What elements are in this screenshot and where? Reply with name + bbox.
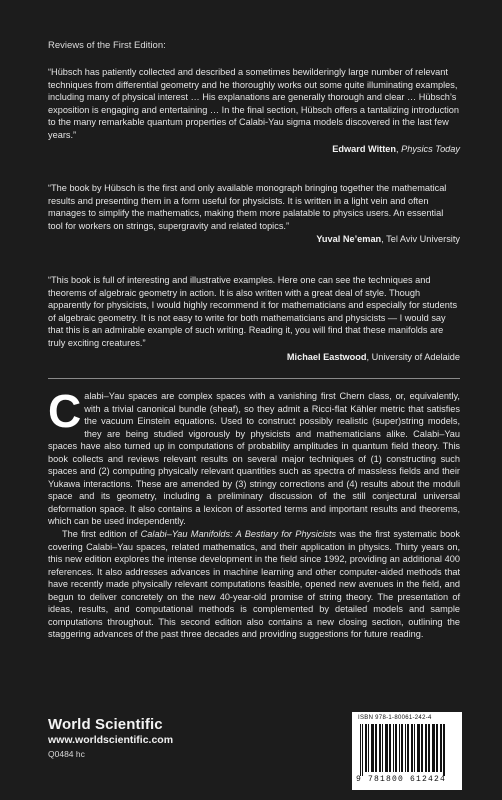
drop-cap: C (48, 385, 82, 437)
barcode-bar (399, 724, 400, 772)
review-source: Physics Today (401, 143, 460, 154)
barcode-bar (375, 724, 377, 772)
publisher-block (48, 716, 173, 759)
barcode-bar (385, 724, 388, 772)
book-title-italic: Calabi–Yau Manifolds: A Bestiary for Physicists (140, 529, 337, 540)
barcode-bar (365, 724, 367, 772)
barcode-bar (440, 724, 442, 772)
review-witten (48, 66, 460, 155)
review-attribution: Michael Eastwood, University of Adelaide (286, 351, 460, 362)
section-divider (48, 378, 460, 379)
reviews-heading: Reviews of the First Edition: (48, 40, 166, 51)
barcode-bar (360, 724, 361, 776)
review-attribution: Yuval Ne’eman, Tel Aviv University (316, 234, 460, 245)
barcode-bar (379, 724, 381, 772)
book-description (48, 385, 460, 641)
review-attribution: Edward Witten, Physics Today (332, 143, 460, 154)
review-author: Yuval Ne’eman (316, 234, 382, 245)
isbn-barcode (352, 712, 462, 790)
review-source: University of Adelaide (371, 351, 460, 362)
description-text: The first edition of (62, 529, 141, 540)
barcode-bar (405, 724, 406, 772)
description-text: was the first systematic book covering Calabi–Yau spaces, related mathematics, and their application in physics. Thirty years on, this new edition explores the intense development in the field since 1992, providing an additional 400 references. It also addresses advances in machine learning and other computer-aided methods that have recently made physically relevant computations feasible, opened new avenues in the field, and begun to deliver concretely on the new 40-year-old promise of string theory. The presentation of ideas, results, and computational methods is complemented by detailed models and sample computations throughout. This second edition also contains a new closing section, outlining the staggering advances of the past three decades and providing suggestions for future reading. (48, 529, 460, 640)
review-quote: “This book is full of interesting and illustrative examples. Here one can see the techniques and theorems of algebraic geometry in action. It is also written with a great deal of style. Though apparently for physicists, I would highly recommend it for mathematicians and especially for students of algebraic geometry. It is not easy to write for both mathematicians and physicists — I would say that this is an admirable example of such writing. Reading it, you will find that these manifolds are truly exciting creatures.” (48, 275, 458, 348)
barcode-bar (443, 724, 445, 776)
barcode-digits: 9 781800 612424 (356, 775, 447, 784)
barcode-bar (371, 724, 374, 772)
review-neeman (48, 182, 460, 246)
review-author: Edward Witten (332, 143, 396, 154)
review-source: Tel Aviv University (386, 234, 460, 245)
barcode-bar (395, 724, 397, 772)
product-code: Q0484 hc (48, 749, 85, 759)
publisher-url: www.worldscientific.com (48, 734, 174, 746)
barcode-bar (401, 724, 403, 772)
barcode-bar (417, 724, 420, 772)
barcode-bar (436, 724, 438, 772)
barcode-bar (425, 724, 427, 772)
barcode-bar (432, 724, 435, 772)
review-eastwood (48, 274, 460, 363)
barcode-bar (428, 724, 430, 772)
description-paragraph-1 (48, 385, 460, 528)
barcode-bars (356, 724, 458, 776)
publisher-name: World Scientific (48, 716, 163, 733)
barcode-bar (368, 724, 369, 772)
description-paragraph-2 (48, 528, 460, 641)
review-author: Michael Eastwood (286, 351, 367, 362)
barcode-bar (389, 724, 391, 772)
barcode-bar (407, 724, 409, 772)
barcode-bar (362, 724, 363, 776)
review-quote: “Hübsch has patiently collected and described a sometimes bewilderingly large number of relevant techniques from differential geometry and he thoroughly works out some quite illuminating examples, including many of physical interest … His explanations are generally thorough and clear … Hübsch’s exposition is engaging and entertaining … In the final section, Hübsch offers a tantalizing introduction to the many remarkable quantum properties of Calabi-Yau sigma models discovered in the last few years.” (48, 67, 459, 140)
review-quote: “The book by Hübsch is the first and only available monograph bringing together the mathematical results and presenting them in a form useful for physicists. It is written in a light vein and often manages to simplify the mathematics, making them more palatable to physics users. An essential tool for workers on strings, supergravity and related topics.” (48, 183, 447, 231)
barcode-bar (382, 724, 383, 772)
barcode-bar (411, 724, 413, 772)
barcode-bar (421, 724, 423, 772)
isbn-label: ISBN 978-1-80061-242-4 (358, 715, 432, 721)
description-text: alabi–Yau spaces are complex spaces with a vanishing first Chern class, or, equivalently, with a trivial canonical bundle (sheaf), so they admit a Ricci-flat Kähler metric that satisfies the vacuum Einstein equations. Used to construct possibly realistic (super)string models, they are being studied vigorously by physicists and mathematicians alike. Calabi–Yau spaces have also turned up in computations of probability amplitudes in quantum field theory. This book collects and reviews relevant results on several major techniques of (1) constructing such spaces and (2) computing physically relevant quantities such as spectra of massless fields and their Yukawa interactions. These are amended by (3) stringy corrections and (4) results about the moduli space and its geometry, including a preliminary discussion of the still conjectural universal deformation space. It also contains a lexicon of assorted terms and important results and theorems, which can be used independently. (48, 391, 460, 527)
barcode-bar (414, 724, 415, 772)
barcode-bar (393, 724, 394, 772)
